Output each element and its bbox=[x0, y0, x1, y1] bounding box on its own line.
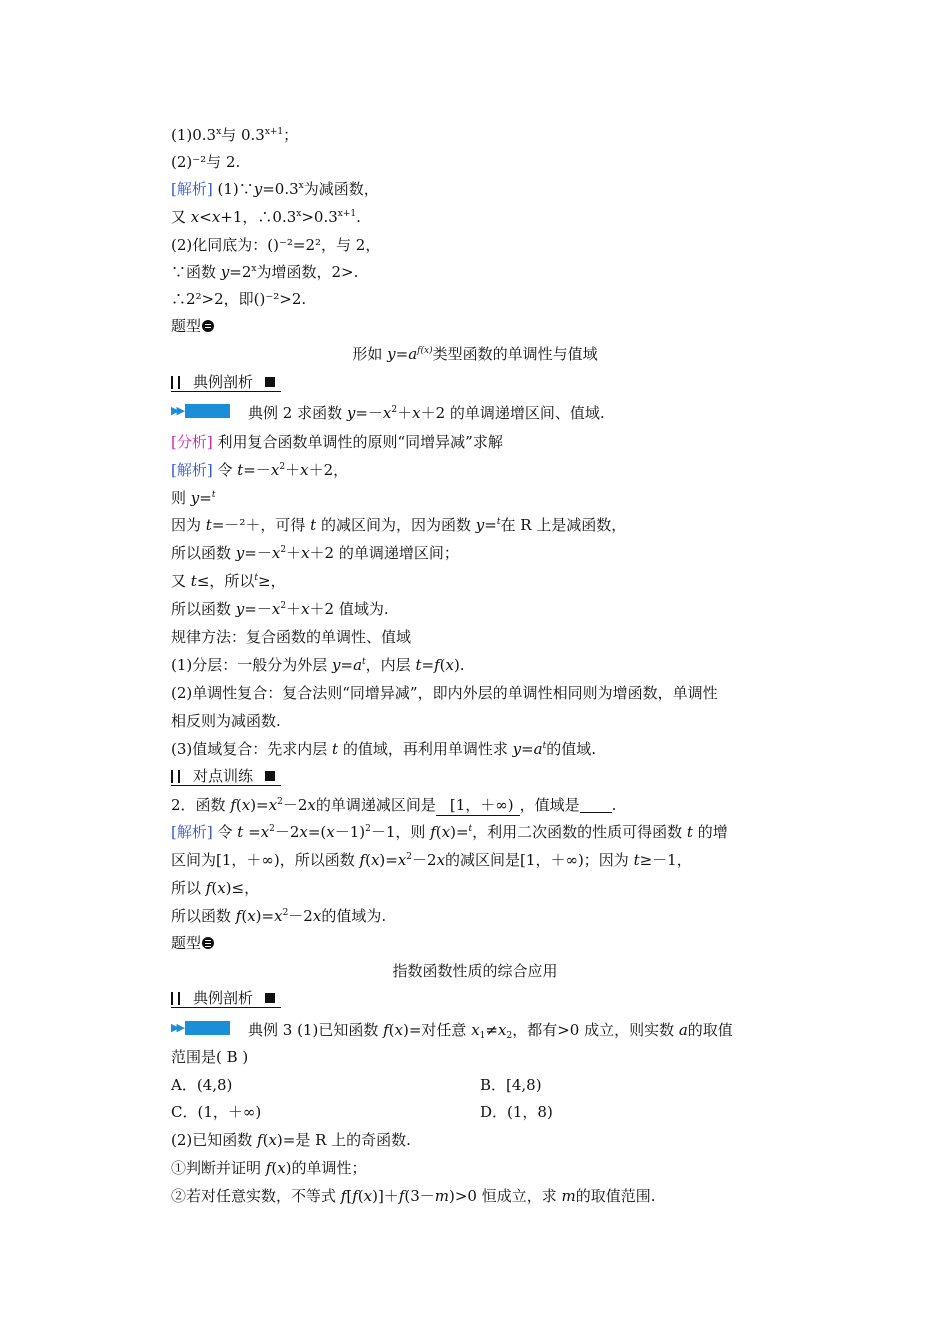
text-line: 则 y=$^t$ bbox=[171, 489, 216, 507]
option-b: B．[4,8) bbox=[480, 1076, 542, 1094]
text-line: 因为 t=－²＋，可得 t 的减区间为，因为函数 y=$^t$在 R 上是减函数， bbox=[171, 516, 627, 534]
example-badge bbox=[171, 1020, 231, 1036]
square-icon bbox=[265, 377, 275, 387]
topic-heading: 题型 bbox=[171, 933, 214, 953]
solution-tag: [解析] bbox=[171, 823, 213, 841]
text-line: 又 x<x+1，$\therefore 0.3^x>0.3^{x+1}$. bbox=[171, 208, 361, 226]
section-label: 典例剖析 bbox=[171, 372, 275, 392]
problem-1-line: (1)0.3$^x$与 $0.3^{x+1}$； bbox=[171, 126, 299, 144]
option-a: A．(4,8) bbox=[171, 1076, 233, 1094]
example-badge bbox=[171, 403, 231, 419]
text-line: (2)单调性复合：复合法则“同增异减”，即内外层的单调性相同则为增函数，单调性 bbox=[171, 684, 718, 702]
method-heading: 规律方法：复合函数的单调性、值域 bbox=[171, 628, 412, 646]
text-line: 所以 f(x)≤， bbox=[171, 879, 260, 897]
text-line: ∴2²>2，即()⁻²>2. bbox=[171, 290, 307, 308]
double-arrow-icon: ▶▶ bbox=[171, 1021, 182, 1034]
text-line: 所以函数 $f(x)=x^2-2x$的值域为. bbox=[171, 907, 387, 925]
solution-tag: [解析] bbox=[171, 461, 213, 479]
text-line: 所以函数 $y=-x^2+x+2$ 值域为. bbox=[171, 600, 389, 618]
solution-tag: [解析] bbox=[171, 180, 213, 198]
circled-two-icon bbox=[202, 320, 214, 332]
answer-blank-empty bbox=[580, 796, 612, 813]
option-c: C．(1，＋∞) bbox=[171, 1103, 262, 1121]
square-icon bbox=[265, 993, 275, 1003]
analysis-tag: [分析] bbox=[171, 433, 213, 451]
section-title: 指数函数性质的综合应用 bbox=[392, 962, 558, 980]
text-line: ②若对任意实数，不等式 f[f(x)]＋f(3－m)>0 恒成立，求 m的取值范围. bbox=[171, 1187, 656, 1205]
answer-blank: [1，＋∞) bbox=[436, 795, 520, 816]
text-line: ∵函数 $y=2^x$为增函数，2>. bbox=[171, 263, 359, 281]
text-line: (2)已知函数 f(x)=是 R 上的奇函数. bbox=[171, 1131, 411, 1149]
option-d: D．(1，8) bbox=[480, 1103, 553, 1121]
section-label: 典例剖析 bbox=[171, 988, 275, 1008]
example-3-line: 典例 3 (1)已知函数 f(x)=对任意 $x_1\ne x_2$，都有>0 成立，则实数 a的取值 bbox=[248, 1021, 733, 1041]
section-title: 形如 $y=a^{f(x)}$类型函数的单调性与值域 bbox=[352, 345, 598, 363]
example-2-line: 典例 2 求函数 $y=-x^2+x+2$ 的单调递增区间、值域. bbox=[248, 404, 605, 422]
solution-line: [解析] $(1)\because y=0.3^x$为减函数， bbox=[171, 180, 379, 198]
double-bar-icon bbox=[171, 766, 193, 786]
problem-2-line: (2)⁻²与 2. bbox=[171, 153, 241, 171]
topic-heading: 题型 bbox=[171, 316, 214, 336]
solution-line: [解析] 令 $t =x^2-2x=(x-1)^2-1$，则 f(x)=$^t$，利用二次函数的性质可得函数 t 的增 bbox=[171, 823, 728, 841]
text-line: (2)化同底为：()⁻²=2²，与 2， bbox=[171, 236, 381, 254]
double-bar-icon bbox=[171, 988, 193, 1008]
double-bar-icon bbox=[171, 372, 193, 392]
text-line: (1)分层：一般分为外层 $y=a^t$，内层 t=f(x). bbox=[171, 656, 465, 674]
square-icon bbox=[265, 771, 275, 781]
text-line: 相反则为减函数. bbox=[171, 712, 281, 730]
double-arrow-icon: ▶▶ bbox=[171, 404, 182, 417]
text-line: 又 t≤，所以$^t$≥， bbox=[171, 572, 286, 590]
exercise-2-line: 2．函数 $f(x)=x^2-2x$的单调递减区间是 [1，＋∞) ，值域是 . bbox=[171, 796, 617, 814]
text-line: 区间为[1，＋∞)，所以函数 $f(x)=x^2-2x$的减区间是[1，＋∞)；因为 t≥－1， bbox=[171, 851, 692, 869]
text-line: 所以函数 $y=-x^2+x+2$ 的单调递增区间； bbox=[171, 544, 459, 562]
analysis-line: [分析] 利用复合函数单调性的原则“同增异减”求解 bbox=[171, 433, 503, 451]
solution-line: [解析] 令 $t=-x^2+x+2$， bbox=[171, 461, 349, 479]
section-label: 对点训练 bbox=[171, 766, 275, 786]
circled-three-icon bbox=[202, 937, 214, 949]
text-line: 范围是( B ) bbox=[171, 1048, 249, 1066]
text-line: ①判断并证明 f(x)的单调性； bbox=[171, 1159, 367, 1177]
text-line: (3)值域复合：先求内层 t 的值域，再利用单调性求 $y=a^t$的值域. bbox=[171, 740, 597, 758]
